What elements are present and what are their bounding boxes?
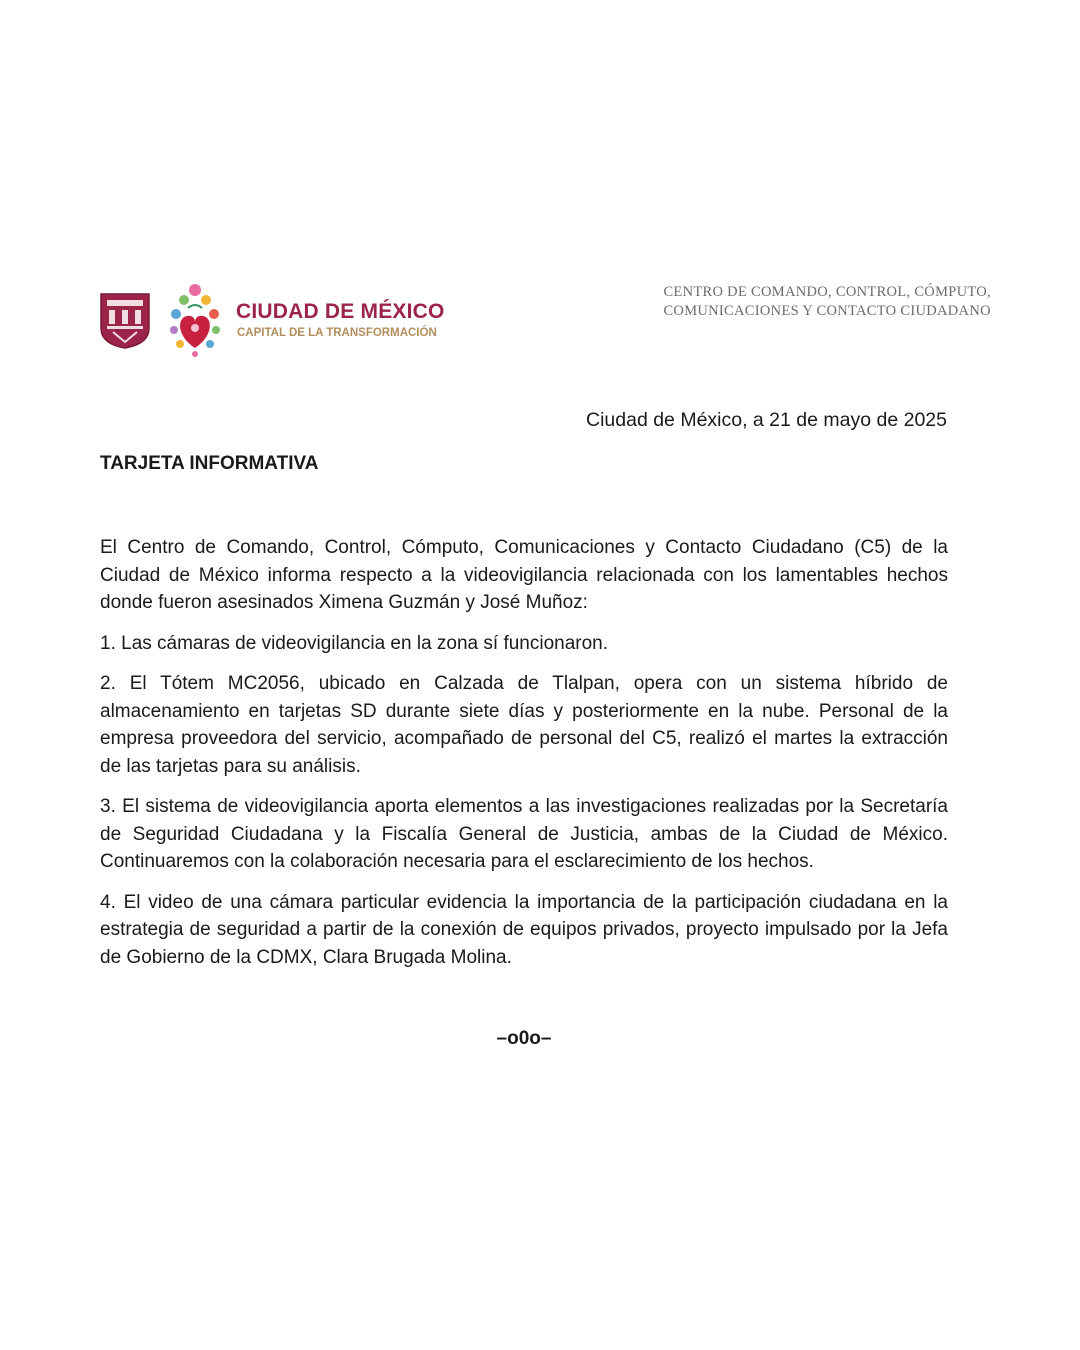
agency-name bbox=[663, 283, 991, 321]
heart-flower-emblem-logo bbox=[164, 278, 226, 360]
agency-line-2: COMUNICACIONES Y CONTACTO CIUDADANO bbox=[663, 303, 991, 319]
point-4-paragraph: 4. El video de una cámara particular evidencia la importancia de la participación ciudadana en la estrategia de seguridad a partir de la conexión de equipos privados, proyecto impulsado por la Jefa de Gobierno de la CDMX, Clara Brugada Molina. bbox=[100, 891, 948, 968]
point-3-paragraph: 3. El sistema de videovigilancia aporta elementos a las investigaciones realizadas por la Secretaría de Seguridad Ciudadana y la Fiscalía General de Justicia, ambas de la Ciudad de México. Continuaremos con la colaboración necesaria para el esclarecimiento de los hechos. bbox=[100, 796, 948, 872]
letterhead bbox=[0, 270, 1080, 370]
document-date: Ciudad de México, a 21 de mayo de 2025 bbox=[586, 409, 947, 431]
agency-line-1: CENTRO DE COMANDO, CONTROL, CÓMPUTO, bbox=[663, 284, 991, 300]
document-body bbox=[100, 534, 948, 984]
point-1-paragraph: 1. Las cámaras de videovigilancia en la zona sí funcionaron. bbox=[100, 632, 609, 654]
brand-tagline: CAPITAL DE LA TRANSFORMACIÓN bbox=[237, 327, 437, 339]
intro-paragraph: El Centro de Comando, Control, Cómputo, Comunicaciones y Contacto Ciudadano (C5) de la Ciudad de México informa respecto a la videovigilancia relacionada con los lamentables hechos donde fueron asesinados Ximena Guzmán y José Muñoz: bbox=[100, 537, 948, 613]
cdmx-coat-of-arms-logo bbox=[99, 292, 151, 350]
point-2-paragraph: 2. El Tótem MC2056, ubicado en Calzada de Tlalpan, opera con un sistema híbrido de almacenamiento en tarjetas SD durante siete días y posteriormente en la nube. Personal de la empresa proveedora del servicio, acompañado de personal del C5, realizó el martes la extracción de las tarjetas para su análisis. bbox=[100, 673, 948, 777]
brand-name: CIUDAD DE MÉXICO bbox=[236, 300, 445, 323]
closing-mark: –o0o– bbox=[496, 1028, 552, 1049]
document-title: TARJETA INFORMATIVA bbox=[100, 453, 319, 474]
